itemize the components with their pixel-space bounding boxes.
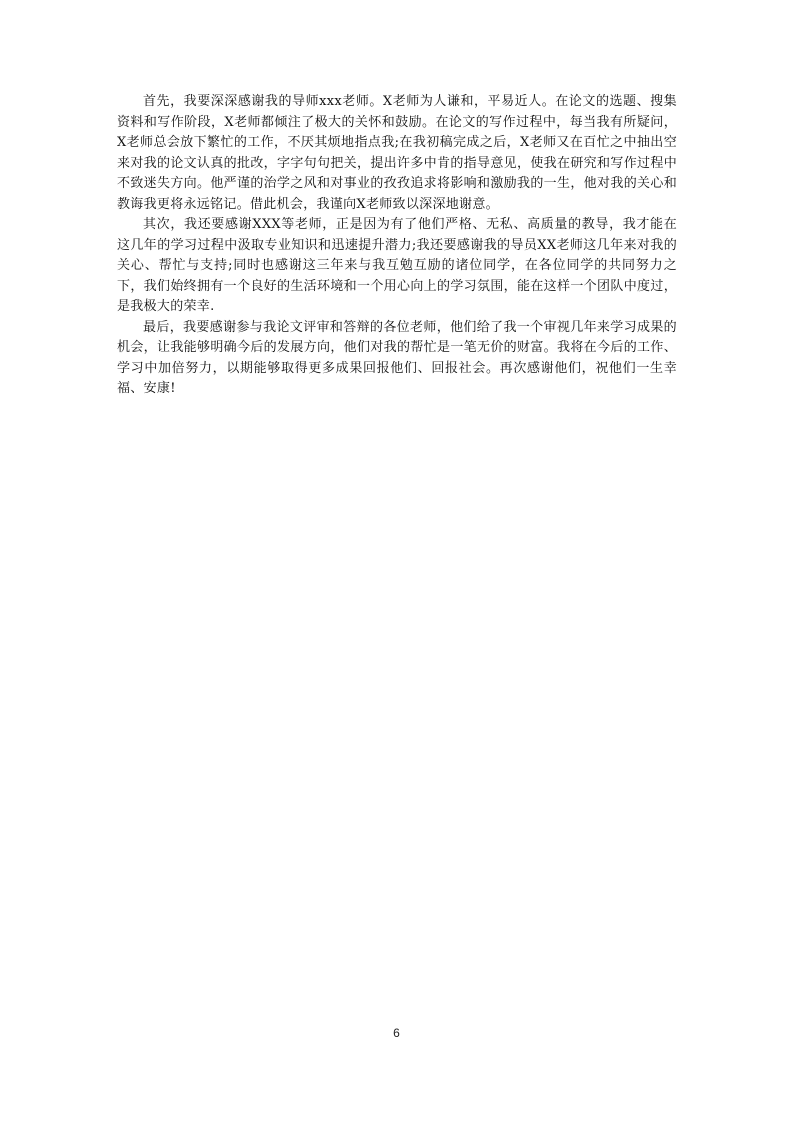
paragraph-teachers-classmates-thanks: 其次，我还要感谢XXX等老师，正是因为有了他们严格、无私、高质量的教导，我才能在这几年的学习过程中汲取专业知识和迅速提升潜力;我还要感谢我的导员XX老师这几年来对我的关心、帮忙与支持;同时也感谢这三年来与我互勉互励的诸位同学，在各位同学的共同努力之下，我们始终拥有一个良好的生活环境和一个用心向上的学习氛围，能在这样一个团队中度过，是我极大的荣幸. <box>117 217 677 314</box>
acknowledgement-body <box>117 92 677 400</box>
page-number: 6 <box>393 1026 400 1040</box>
paragraph-advisor-thanks: 首先，我要深深感谢我的导师xxx老师。X老师为人谦和，平易近人。在论文的选题、搜集资料和写作阶段，X老师都倾注了极大的关怀和鼓励。在论文的写作过程中，每当我有所疑问，X老师总会放下繁忙的工作，不厌其烦地指点我;在我初稿完成之后，X老师又在百忙之中抽出空来对我的论文认真的批改，字字句句把关，提出许多中肯的指导意见，使我在研究和写作过程中不致迷失方向。他严谨的治学之风和对事业的孜孜追求将影响和激励我的一生，他对我的关心和教诲我更将永远铭记。借此机会，我谨向X老师致以深深地谢意。 <box>117 94 677 212</box>
paragraph-reviewers-thanks: 最后，我要感谢参与我论文评审和答辩的各位老师，他们给了我一个审视几年来学习成果的机会，让我能够明确今后的发展方向，他们对我的帮忙是一笔无价的财富。我将在今后的工作、学习中加倍努力，以期能够取得更多成果回报他们、回报社会。再次感谢他们，祝他们一生幸福、安康! <box>117 319 677 396</box>
